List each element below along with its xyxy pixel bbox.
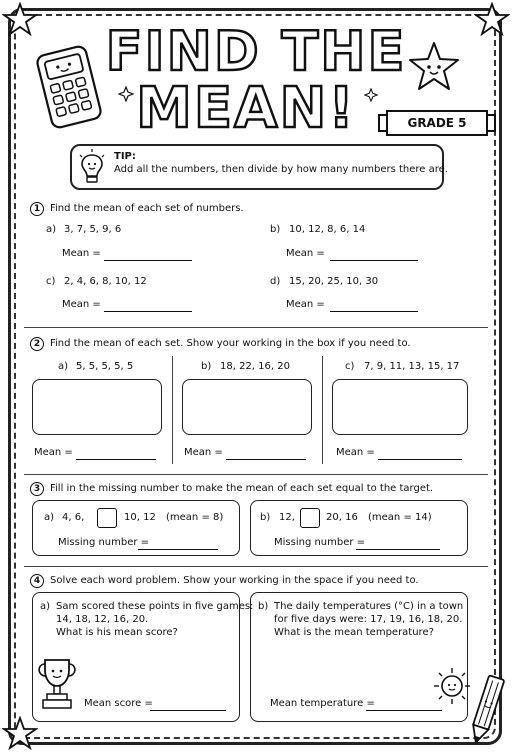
answer-line[interactable] xyxy=(356,549,440,550)
page-title-line1: FIND THE xyxy=(105,20,407,83)
missing-label: Missing number = xyxy=(274,537,366,548)
mean-label: Mean = xyxy=(286,248,325,259)
section-instruction: Find the mean of each set. Show your working in the box if you need to. xyxy=(50,338,411,349)
working-box[interactable] xyxy=(332,379,468,435)
number-set-start: 12, xyxy=(279,512,295,523)
answer-line[interactable] xyxy=(330,260,418,261)
grade-badge: GRADE 5 xyxy=(386,110,488,136)
pencil-icon xyxy=(466,672,506,750)
number-set-start: 4, 6, xyxy=(62,512,85,523)
lightbulb-icon xyxy=(78,149,106,185)
mean-label: Mean = xyxy=(34,447,73,458)
section-number: 2 xyxy=(30,337,44,351)
answer-line[interactable] xyxy=(330,311,418,312)
sparkle-icon xyxy=(118,86,134,102)
item-label: c) xyxy=(345,361,355,372)
target-mean: (mean = 14) xyxy=(368,512,432,523)
section-divider xyxy=(24,327,488,328)
section-divider xyxy=(24,566,488,567)
answer-line[interactable] xyxy=(366,710,442,711)
sparkle-icon xyxy=(364,88,378,102)
item-label: b) xyxy=(260,512,271,523)
answer-line[interactable] xyxy=(226,459,306,460)
missing-label: Missing number = xyxy=(58,537,150,548)
section-instruction: Fill in the missing number to make the mean of each set equal to the target. xyxy=(50,483,434,494)
answer-label: Mean score = xyxy=(84,698,153,709)
mean-label: Mean = xyxy=(62,248,101,259)
problem-text-line: 14, 18, 12, 16, 20. xyxy=(56,614,149,625)
item-label: b) xyxy=(270,224,281,235)
answer-line[interactable] xyxy=(104,260,192,261)
answer-line[interactable] xyxy=(104,311,192,312)
answer-line[interactable] xyxy=(378,459,462,460)
section-instruction: Find the mean of each set of numbers. xyxy=(50,203,244,214)
number-set: 15, 20, 25, 10, 30 xyxy=(289,276,379,287)
problem-text-line: for five days were: 17, 19, 16, 18, 20. xyxy=(274,614,463,625)
problem-text-line: Sam scored these points in five games: xyxy=(56,601,254,612)
target-mean: (mean = 8) xyxy=(166,512,224,523)
working-box[interactable] xyxy=(182,379,312,435)
section-number: 1 xyxy=(30,202,44,216)
tip-label: TIP: xyxy=(114,151,136,162)
happy-star-icon xyxy=(406,40,462,94)
section-number: 4 xyxy=(30,574,44,588)
section-number: 3 xyxy=(30,482,44,496)
trophy-icon xyxy=(34,654,80,712)
item-label: a) xyxy=(40,601,51,612)
mean-label: Mean = xyxy=(286,299,325,310)
missing-number-box[interactable] xyxy=(97,508,117,528)
answer-line[interactable] xyxy=(150,710,226,711)
problem-text-line: What is the mean temperature? xyxy=(274,627,434,638)
answer-line[interactable] xyxy=(76,459,156,460)
answer-line[interactable] xyxy=(138,549,218,550)
number-set: 3, 7, 5, 9, 6 xyxy=(64,224,122,235)
number-set: 7, 9, 11, 13, 15, 17 xyxy=(364,361,460,372)
section-instruction: Solve each word problem. Show your working in the space if you need to. xyxy=(50,575,419,586)
column-divider xyxy=(172,356,173,464)
number-set: 5, 5, 5, 5, 5 xyxy=(76,361,134,372)
missing-number-box[interactable] xyxy=(300,508,320,528)
problem-text-line: The daily temperatures (°C) in a town xyxy=(274,601,464,612)
problem-text-line: What is his mean score? xyxy=(56,627,178,638)
column-divider xyxy=(322,356,323,464)
number-set-end: 10, 12 xyxy=(124,512,156,523)
number-set: 18, 22, 16, 20 xyxy=(220,361,290,372)
item-label: b) xyxy=(258,601,269,612)
item-label: d) xyxy=(270,276,281,287)
number-set: 10, 12, 8, 6, 14 xyxy=(289,224,366,235)
corner-star-icon xyxy=(2,716,38,752)
page-title-line2: MEAN! xyxy=(136,76,356,141)
tip-text: Add all the numbers, then divide by how many numbers there are. xyxy=(114,164,448,175)
answer-label: Mean temperature = xyxy=(270,698,375,709)
mean-label: Mean = xyxy=(336,447,375,458)
section-divider xyxy=(24,474,488,475)
number-set: 2, 4, 6, 8, 10, 12 xyxy=(64,276,147,287)
item-label: c) xyxy=(46,276,56,287)
mean-label: Mean = xyxy=(62,299,101,310)
item-label: a) xyxy=(58,361,69,372)
item-label: b) xyxy=(201,361,212,372)
item-label: a) xyxy=(44,512,55,523)
number-set-end: 20, 16 xyxy=(326,512,358,523)
working-box[interactable] xyxy=(32,379,162,435)
mean-label: Mean = xyxy=(184,447,223,458)
item-label: a) xyxy=(46,224,57,235)
